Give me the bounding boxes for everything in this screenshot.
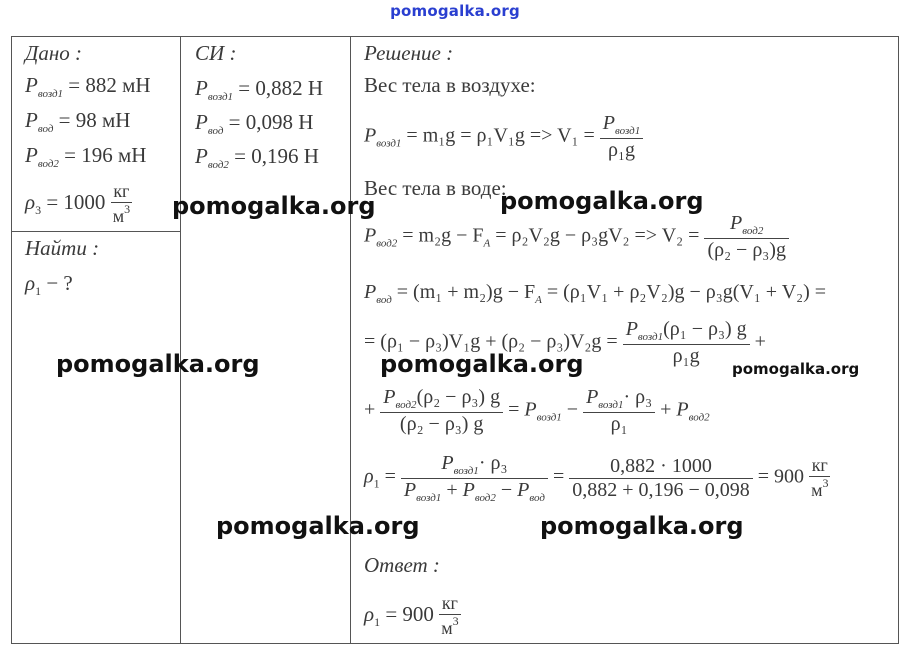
given-p-vozd1: $P_{возд1} = 882$ мН [25,73,151,100]
eq2-fraction: $\frac{P_{вод2}}{\text{(ρ₂ − ρ₃)g}}$ [704,212,789,262]
water-weight-label: Вес тела в воде: [364,176,507,200]
given-rho3: $\rho_3 = 1000$ кг $м^3$ [25,181,131,226]
eq1-fraction: $\frac{P_{возд1}}{\text{ρ₁g}}$ [600,112,643,162]
watermark-overlay-3: pomogalka.org [56,350,260,378]
watermark-overlay-7: pomogalka.org [540,512,744,540]
watermark-overlay-5: pomogalka.org [732,360,860,378]
si-header: СИ : [195,41,237,65]
column-divider-1 [180,36,181,644]
answer-header: Ответ : [364,553,440,577]
equation-2: $P_{вод2} = m_2g - F_A = \rho_2V_2g - \rho_3gV_2 => V_2$ = $\frac{P_{вод2}}{\text{(ρ₂ − ρ₃)g}}$ [364,212,789,262]
air-weight-label: Вес тела в воздухе: [364,73,536,97]
si-p-vozd1: $P_{возд1} = 0,882$ Н [195,76,324,103]
equation-6: $\rho_1$ = $\frac{P_{возд1}\cdot \rho_3}{P_{возд1} + P_{вод2} - P_{вод}}$ = $\frac{0,882 \cdot 1000}{0,882 + 0,196 - 0,098}$ = 900 кг $м^3$ [364,452,829,504]
find-rho1: $\rho_1$ − ? [25,271,73,298]
equation-4: = (ρ₁ − ρ₃)V₁g + (ρ₂ − ρ₃)V₂g = $\frac{P_{возд1}(\rho_1 - \rho_3) g}{\text{ρ₁g}}$ + [364,318,766,367]
si-p-vod: $P_{вод} = 0,098$ Н [195,110,314,137]
si-p-vod2: $P_{вод2} = 0,196$ Н [195,144,319,171]
given-p-vod2: $P_{вод2} = 196$ мН [25,143,147,170]
equation-5: + $\frac{P_{вод2}(\rho_2 - \rho_3) g}{\text{(ρ₂ − ρ₃) g}}$ = $P_{возд1}$ − $\frac{P_{возд1}\cdot \rho_3}{\text{ρ₁}}$ + $P_{вод2}$ [364,386,710,435]
eq4-fraction: $\frac{P_{возд1}(\rho_1 - \rho_3) g}{\text{ρ₁g}}$ [623,318,750,368]
eq6-numeric-fraction: $\frac{0,882 \cdot 1000}{0,882 + 0,196 - 0,098}$ [569,455,753,502]
answer-unit: кг $м^3$ [441,593,459,638]
watermark-overlay-2: pomogalka.org [500,187,704,215]
answer-value: $\rho_1 = 900$ кг $м^3$ [364,593,459,638]
given-p-vod: $P_{вод} = 98$ мН [25,108,131,135]
watermark-overlay-4: pomogalka.org [380,350,584,378]
equation-3: $P_{вод} = (m_1 + m_2)g - F_A = (\rho_1V_1 + \rho_2V_2)g - \rho_3g(V_1 + V_2)$ = [364,281,827,306]
watermark-overlay-1: pomogalka.org [172,192,376,220]
column-divider-2 [350,36,351,644]
given-rho3-unit: кг $м^3$ [112,181,131,226]
solution-header: Решение : [364,41,454,65]
eq6-unit: кг $м^3$ [811,454,829,500]
find-header: Найти : [25,236,100,260]
eq6-symbolic-fraction: $\frac{P_{возд1}\cdot \rho_3}{P_{возд1} + P_{вод2} - P_{вод}}$ [401,452,548,504]
given-find-divider [11,231,180,232]
eq5-fraction-1: $\frac{P_{вод2}(\rho_2 - \rho_3) g}{\text{(ρ₂ − ρ₃) g}}$ [380,386,503,436]
watermark-overlay-6: pomogalka.org [216,512,420,540]
given-header: Дано : [25,41,83,65]
site-watermark-top: pomogalka.org [390,2,520,20]
eq5-fraction-2: $\frac{P_{возд1}\cdot \rho_3}{\text{ρ₁}}$ [583,386,655,436]
equation-1: $P_{возд1} = m_1g = \rho_1V_1g => V_1$ = $\frac{P_{возд1}}{\text{ρ₁g}}$ [364,112,643,162]
